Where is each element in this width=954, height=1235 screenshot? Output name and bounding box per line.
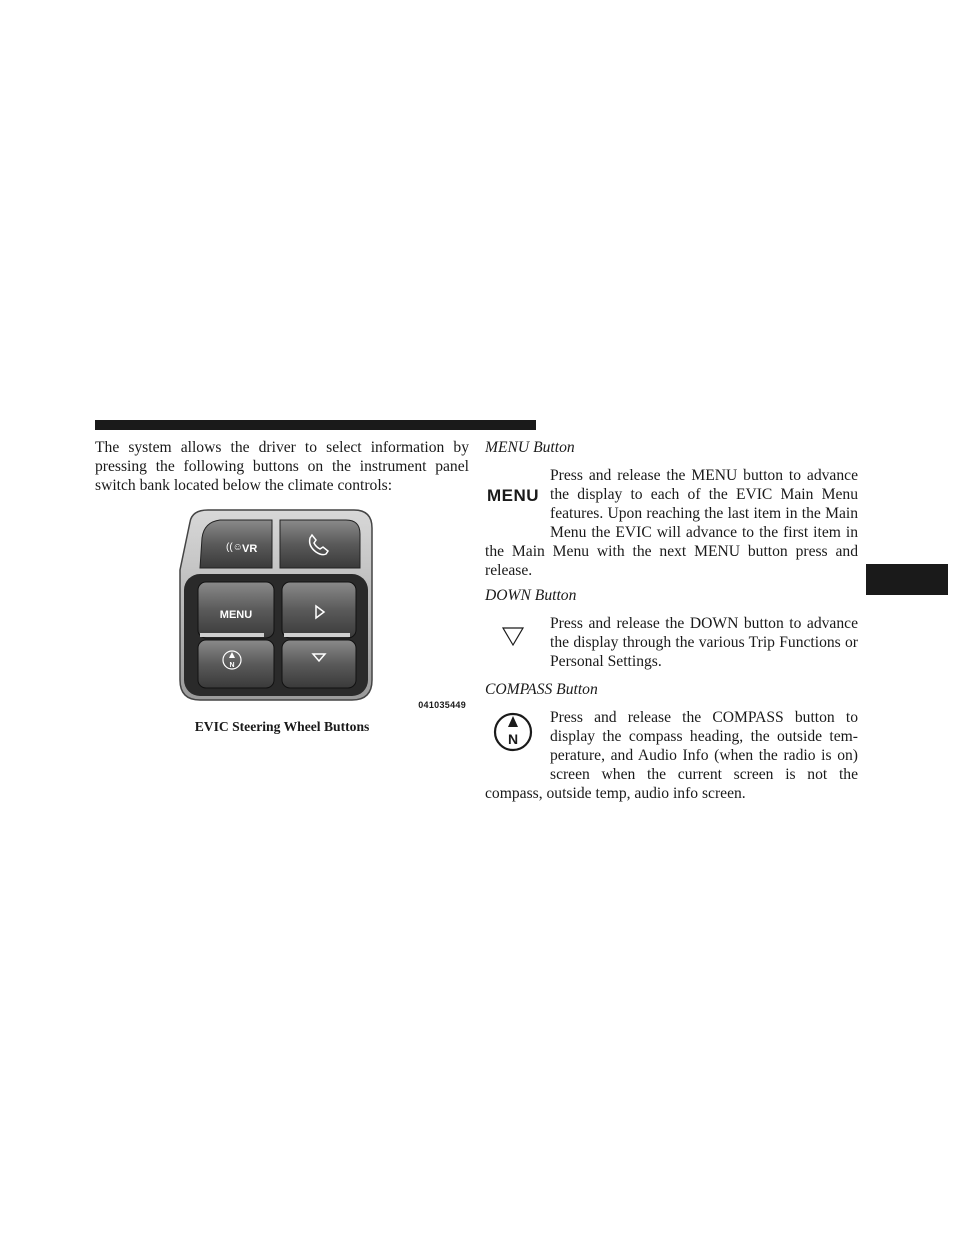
intro-paragraph: The system allows the driver to select information by pressing the following buttons on the instrument panel switch bank located below the climate controls:	[95, 439, 469, 494]
compass-line-1: Press and release the COMPASS button to	[550, 709, 858, 726]
compass-section	[485, 680, 858, 802]
menu-text: Press and release the MENU button to advance the display to each of the EVIC Main Menu features. Upon reaching the last item in the Main Menu the EVIC will advance to the first item in the Main Menu with the next MENU button press and release.	[485, 467, 858, 579]
evic-buttons-illustration	[160, 500, 470, 712]
vr-label: VR	[242, 543, 258, 555]
compass-line-4: screen when the current screen is not the	[550, 766, 858, 783]
down-heading: DOWN Button	[485, 587, 577, 604]
compass-line-3: perature, and Audio Info (when the radio is on)	[550, 747, 858, 764]
menu-heading: MENU Button	[485, 439, 575, 456]
figure-id: 041035449	[418, 700, 466, 710]
compass-icon-letter: N	[507, 731, 519, 747]
voice-icon: ((☺	[226, 542, 243, 553]
figure-caption: EVIC Steering Wheel Buttons	[194, 719, 370, 734]
header-rule	[95, 420, 536, 430]
chapter-tab	[866, 564, 948, 595]
evic-buttons-figure	[160, 500, 470, 712]
compass-line-2: display the compass heading, the outside tem-	[550, 728, 858, 745]
down-text: Press and release the DOWN button to advance the display through the various Trip Functions or Personal Settings.	[550, 615, 858, 670]
down-section	[485, 586, 858, 670]
compass-icon	[485, 708, 541, 756]
left-column	[95, 438, 469, 495]
compass-heading: COMPASS Button	[485, 681, 598, 698]
down-triangle-icon	[485, 616, 541, 656]
menu-section	[485, 438, 858, 579]
compass-letter: N	[229, 662, 235, 669]
menu-icon-label: MENU	[486, 486, 540, 505]
menu-label: MENU	[219, 609, 253, 621]
compass-text-tail: compass, outside temp, audio info screen.	[485, 785, 746, 802]
